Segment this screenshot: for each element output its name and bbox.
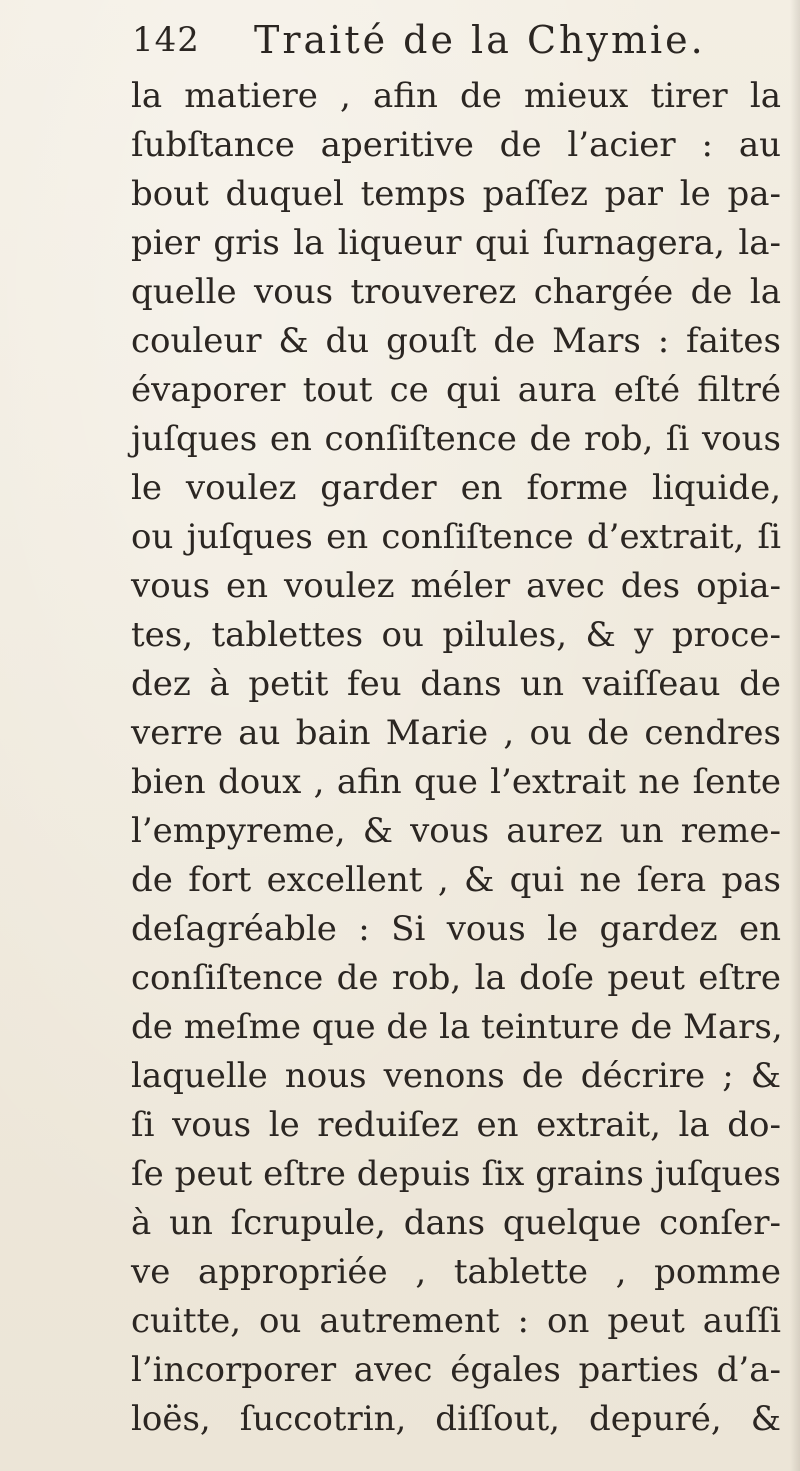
- text-line: dez à petit feu dans un vaiſſeau de: [131, 664, 781, 704]
- running-head-text: Traité de la Chymie.: [254, 18, 706, 62]
- text-line: bout duquel temps paſſez par le pa-: [131, 174, 781, 214]
- page-edge-shadow: [790, 0, 800, 1471]
- text-line: à un ſcrupule, dans quelque conſer-: [131, 1203, 781, 1243]
- text-line: évaporer tout ce qui aura eſté filtré: [131, 370, 781, 410]
- text-line: laquelle nous venons de décrire ; &: [131, 1056, 781, 1096]
- text-line: l’empyreme, & vous aurez un reme-: [131, 811, 781, 851]
- page-number: 142: [132, 20, 200, 60]
- body-text: [131, 72, 781, 1444]
- text-line: couleur & du gouſt de Mars : faites: [131, 321, 781, 361]
- text-line: ou juſques en conſiſtence d’extrait, ſi: [131, 517, 781, 557]
- text-line: la matiere , afin de mieux tirer la: [131, 76, 781, 116]
- text-line: conſiſtence de rob, la doſe peut eſtre: [131, 958, 781, 998]
- text-line: tes, tablettes ou pilules, & y proce-: [131, 615, 781, 655]
- text-line: ve appropriée , tablette , pomme: [131, 1252, 781, 1292]
- text-line: deſagréable : Si vous le gardez en: [131, 909, 781, 949]
- text-line: ſi vous le reduiſez en extrait, la do-: [131, 1105, 781, 1145]
- text-line: ſe peut eſtre depuis ſix grains juſques: [131, 1154, 781, 1194]
- text-line: cuitte, ou autrement : on peut auſſi: [131, 1301, 781, 1341]
- text-line: pier gris la liqueur qui ſurnagera, la-: [131, 223, 781, 263]
- text-line: juſques en conſiſtence de rob, ſi vous: [131, 419, 781, 459]
- text-line: l’incorporer avec égales parties d’a-: [131, 1350, 781, 1390]
- page-header: [132, 16, 752, 76]
- running-head: [254, 18, 706, 62]
- text-line: de meſme que de la teinture de Mars,: [131, 1007, 783, 1047]
- text-line: ſubſtance aperitive de l’acier : au: [131, 125, 781, 165]
- text-line: quelle vous trouverez chargée de la: [131, 272, 781, 312]
- text-line: bien doux , afin que l’extrait ne ſente: [131, 762, 781, 802]
- text-line: de fort excellent , & qui ne ſera pas: [131, 860, 781, 900]
- text-line: le voulez garder en forme liquide,: [131, 468, 781, 508]
- text-line: loës, ſuccotrin, diſſout, depuré, &: [131, 1399, 781, 1439]
- text-line: vous en voulez méler avec des opia-: [131, 566, 781, 606]
- text-line: verre au bain Marie , ou de cendres: [131, 713, 781, 753]
